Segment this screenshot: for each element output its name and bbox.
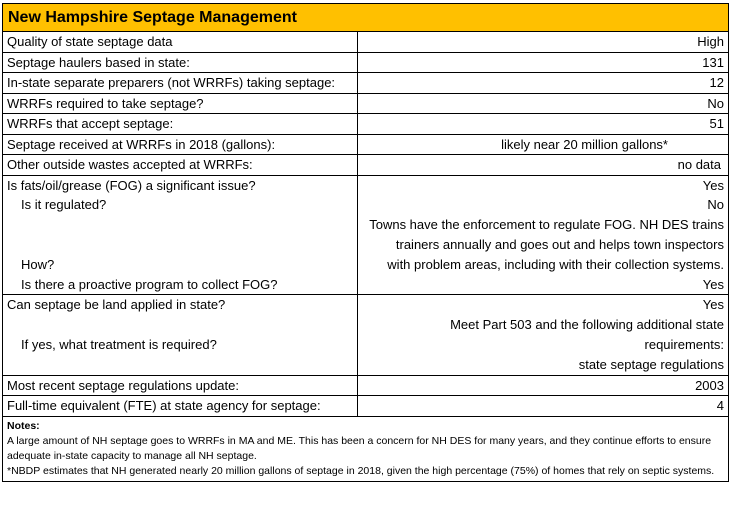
row-label: WRRFs required to take septage? [3,93,358,114]
table-row [3,215,728,275]
row-value: 2003 [358,375,729,396]
row-label: Septage haulers based in state: [3,52,358,73]
row-value: Yes [702,297,724,312]
value-line: Towns have the enforcement to regulate FOG. NH DES trains [369,216,724,232]
row-label [3,315,358,376]
row-value: 131 [358,52,729,73]
row-label: Quality of state septage data [3,32,358,52]
row-value: Yes [702,177,724,193]
table-row [3,134,728,155]
row-label: WRRFs that accept septage: [3,114,358,135]
row-value: High [358,32,729,52]
table-row [3,295,728,315]
row-label: How? [3,215,358,275]
table-title: New Hampshire Septage Management [3,4,728,32]
table-row [3,73,728,94]
note-text: A large amount of NH septage goes to WRRFs in MA and ME. This has been a concern for NH DES for many years, and they continue efforts to ensure adequate in-state capacity to manage all NH septage. [7,434,712,462]
table-row [3,375,728,396]
table-row [3,195,728,215]
notes-section [3,416,728,481]
row-value [358,315,729,376]
value-line: Meet Part 503 and the following additional state [450,316,724,332]
row-value: 12 [358,73,729,94]
row-label: Other outside wastes accepted at WRRFs: [3,155,358,176]
data-table [3,32,728,416]
row-label: Full-time equivalent (FTE) at state agency for septage: [3,396,358,416]
table-row [3,315,728,376]
row-value: no data [358,155,729,176]
table-row [3,114,728,135]
septage-table [2,3,729,482]
row-value: No [707,197,724,212]
note-text: *NBDP estimates that NH generated nearly 20 million gallons of septage in 2018, given the high percentage (75%) of homes that rely on septic systems. [7,464,715,477]
row-value: 51 [358,114,729,135]
table-row [3,175,728,195]
row-value: Yes [358,275,729,295]
table-row [3,396,728,416]
row-value: No [358,93,729,114]
row-value: likely near 20 million gallons* [358,134,729,155]
row-label-text: If yes, what treatment is required? [21,336,217,352]
row-label: Septage received at WRRFs in 2018 (gallons): [3,134,358,155]
row-label: Is there a proactive program to collect FOG? [3,275,358,295]
row-label: In-state separate preparers (not WRRFs) taking septage: [3,73,358,94]
value-line: state septage regulations [578,356,724,372]
row-label: Most recent septage regulations update: [3,375,358,396]
value-line: trainers annually and goes out and helps town inspectors [395,236,724,252]
value-line: with problem areas, including with their collection systems. [387,256,724,272]
table-row [3,52,728,73]
row-label: Can septage be land applied in state? [3,295,358,315]
row-label: Is it regulated? [3,195,358,215]
row-label: Is fats/oil/grease (FOG) a significant issue? [3,175,358,195]
row-value: 4 [716,398,724,413]
table-row [3,155,728,176]
table-row [3,32,728,52]
notes-heading: Notes: [7,419,40,432]
row-value [358,215,729,275]
table-row [3,93,728,114]
value-line: requirements: [644,336,724,352]
table-row [3,275,728,295]
